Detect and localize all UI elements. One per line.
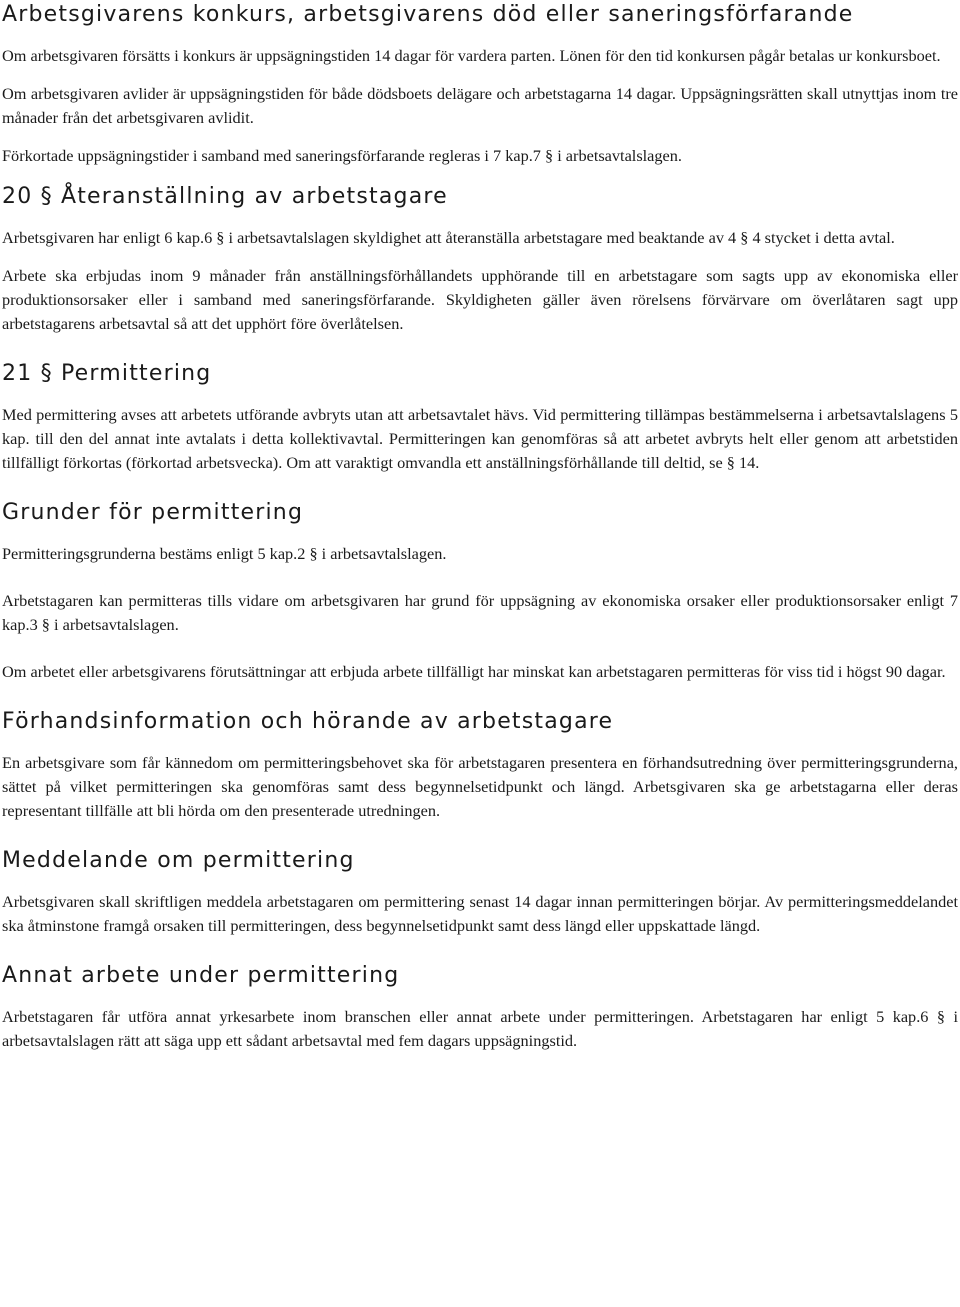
paragraph-21-1: Med permittering avses att arbetets utförande avbryts utan att arbetsavtalet hävs. Vid permittering tillämpas bestämmelserna i arbetsavtalslagens 5 kap. till den del annat inte avtalats i detta kollektivavtal. Permitteringen kan genomföras så att arbetet avbryts helt eller genom att arbetstiden tillfälligt förkortas (förkortad arbetsvecka). Om att varaktigt omvandla ett anställningsförhållande till deltid, se § 14. (2, 405, 958, 472)
paragraph-grunder-1: Permitteringsgrunderna bestäms enligt 5 kap.2 § i arbetsavtalslagen. (2, 544, 447, 563)
paragraph-konkurs-2: Om arbetsgivaren avlider är uppsägningstiden för både dödsboets delägare och arbetstagarna 14 dagar. Uppsägningsrätten skall utnyttjas inom tre månader från det arbetsgivaren avlidit. (2, 84, 958, 127)
heading-forhandsinformation: Förhandsinformation och hörande av arbetstagare (2, 709, 614, 734)
heading-annat-arbete: Annat arbete under permittering (2, 963, 400, 988)
heading-grunder: Grunder för permittering (2, 500, 304, 525)
paragraph-grunder-3: Om arbetet eller arbetsgivarens förutsättningar att erbjuda arbete tillfälligt har minskat kan arbetstagaren permitteras för viss tid i högst 90 dagar. (2, 662, 946, 681)
paragraph-grunder-2: Arbetstagaren kan permitteras tills vidare om arbetsgivaren har grund för uppsägning av ekonomiska orsaker eller produktionsorsaker enligt 7 kap.3 § i arbetsavtalslagen. (2, 591, 958, 634)
paragraph-konkurs-3: Förkortade uppsägningstider i samband med saneringsförfarande regleras i 7 kap.7 § i arbetsavtalslagen. (2, 146, 682, 165)
heading-meddelande: Meddelande om permittering (2, 848, 355, 873)
heading-section-20: 20 § Återanställning av arbetstagare (2, 184, 448, 209)
paragraph-konkurs-1: Om arbetsgivaren försätts i konkurs är uppsägningstiden 14 dagar för vardera parten. Lönen för den tid konkursen pågår betalas ur konkursboet. (2, 46, 941, 65)
heading-section-21: 21 § Permittering (2, 361, 212, 386)
heading-konkurs: Arbetsgivarens konkurs, arbetsgivarens död eller saneringsförfarande (2, 2, 854, 27)
paragraph-meddelande-1: Arbetsgivaren skall skriftligen meddela arbetstagaren om permittering senast 14 dagar innan permitteringen börjar. Av permitteringsmeddelandet ska åtminstone framgå orsaken till permitteringen, dess begynnelsetidpunkt samt dess längd eller uppskattade längd. (2, 892, 958, 935)
paragraph-20-2: Arbete ska erbjudas inom 9 månader från anställningsförhållandets upphörande till en arbetstagare som sagts upp av ekonomiska eller produktionsorsaker eller i samband med saneringsförfarande. Skyldigheten gäller även rörelsens förvärvare om överlåtaren sagt upp arbetstagarens arbetsavtal så att det upphört före överlåtelsen. (2, 266, 958, 333)
paragraph-forhand-1: En arbetsgivare som får kännedom om permitteringsbehovet ska för arbetstagaren presentera en förhandsutredning över permitteringsgrunderna, sättet på vilket permitteringen ska genomföras samt dess begynnelsetidpunkt och längd. Arbetsgivaren ska ge arbetstagarna eller deras representant tillfälle att bli hörda om den presenterade utredningen. (2, 753, 958, 820)
paragraph-annat-1: Arbetstagaren får utföra annat yrkesarbete inom branschen eller annat arbete under permitteringen. Arbetstagaren har enligt 5 kap.6 § i arbetsavtalslagen rätt att säga upp ett sådant arbetsavtal med fem dagars uppsägningstid. (2, 1007, 958, 1050)
paragraph-20-1: Arbetsgivaren har enligt 6 kap.6 § i arbetsavtalslagen skyldighet att återanställa arbetstagare med beaktande av 4 § 4 stycket i detta avtal. (2, 228, 895, 247)
